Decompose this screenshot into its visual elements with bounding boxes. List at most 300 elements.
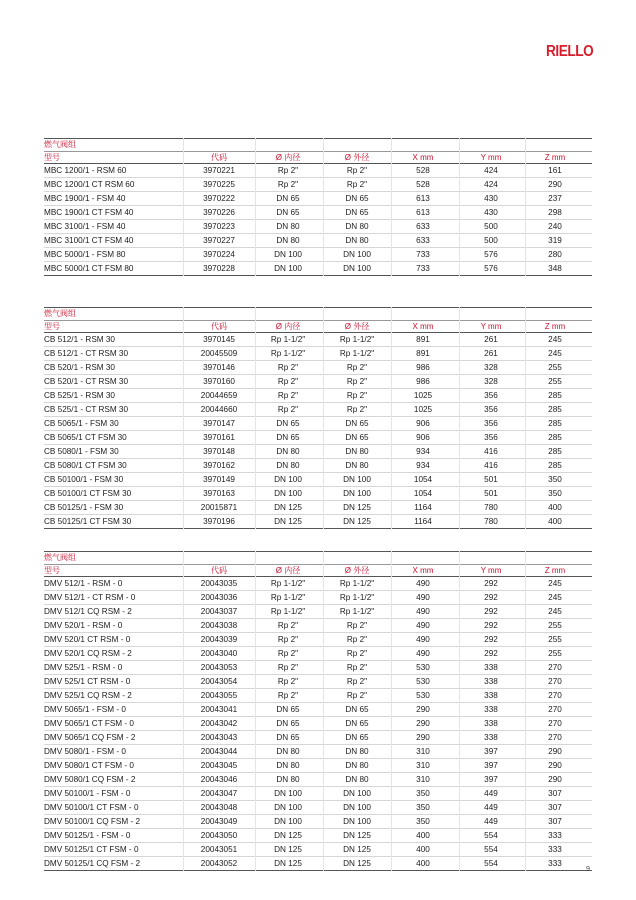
z-mm-column-header: Z mm [544,566,566,575]
inner-diameter-cell: DN 65 [276,419,300,428]
y-mm-cell: 449 [484,803,498,812]
x-mm-cell: 613 [416,194,430,203]
inner-diameter-cell: DN 80 [276,236,300,245]
outer-diameter-cell: Rp 2" [346,405,368,414]
model-cell: DMV 5065/1 - FSM - 0 [44,705,126,714]
z-mm-cell: 255 [548,621,562,630]
x-mm-column-header: X mm [412,153,434,162]
model-cell: DMV 50100/1 CQ FSM - 2 [44,817,141,826]
code-cell: 20043052 [200,859,238,868]
code-column-header: 代码 [211,566,227,575]
outer-diameter-cell: DN 125 [343,503,371,512]
table-row [44,473,592,487]
outer-diameter-cell: Rp 1-1/2" [339,607,375,616]
code-cell: 20043054 [200,677,238,686]
z-mm-cell: 350 [548,489,562,498]
model-cell: CB 520/1 - RSM 30 [44,363,115,372]
z-mm-cell: 290 [548,747,562,756]
outer-diameter-cell: DN 100 [343,817,371,826]
y-mm-cell: 338 [484,691,498,700]
x-mm-cell: 490 [416,593,430,602]
z-mm-cell: 270 [548,733,562,742]
y-mm-cell: 356 [484,405,498,414]
y-mm-cell: 416 [484,461,498,470]
outer-diameter-cell: Rp 2" [346,180,368,189]
code-cell: 20043045 [200,761,238,770]
inner-diameter-cell: DN 80 [276,222,300,231]
x-mm-cell: 310 [416,775,430,784]
y-mm-column-header: Y mm [480,322,502,331]
code-cell: 20043046 [200,775,238,784]
y-mm-cell: 328 [484,363,498,372]
code-column-header: 代码 [211,153,227,162]
x-mm-cell: 733 [416,250,430,259]
outer-diameter-cell: Rp 2" [346,166,368,175]
outer-diameter-column-header: Ø 外径 [344,153,370,162]
table-row [44,178,592,192]
model-cell: DMV 50125/1 - FSM - 0 [44,831,131,840]
z-mm-cell: 319 [548,236,562,245]
y-mm-cell: 292 [484,607,498,616]
z-mm-cell: 255 [548,635,562,644]
y-mm-cell: 338 [484,705,498,714]
x-mm-cell: 986 [416,377,430,386]
code-cell: 20043042 [200,719,238,728]
outer-diameter-cell: DN 65 [345,433,369,442]
gas-train-table-dmv [44,551,592,871]
outer-diameter-cell: DN 100 [343,250,371,259]
z-mm-cell: 245 [548,335,562,344]
z-mm-cell: 270 [548,677,562,686]
model-cell: MBC 3100/1 - FSM 40 [44,222,126,231]
z-mm-cell: 333 [548,831,562,840]
x-mm-cell: 350 [416,817,430,826]
z-mm-cell: 307 [548,789,562,798]
table-row [44,431,592,445]
model-cell: CB 50100/1 CT FSM 30 [44,489,132,498]
table-row [44,815,592,829]
inner-diameter-cell: DN 125 [274,517,302,526]
z-mm-cell: 307 [548,803,562,812]
table-row [44,220,592,234]
z-mm-cell: 400 [548,517,562,526]
code-cell: 3970148 [203,447,235,456]
x-mm-cell: 986 [416,363,430,372]
table-row [44,619,592,633]
z-mm-cell: 255 [548,363,562,372]
outer-diameter-cell: DN 80 [345,747,369,756]
code-cell: 3970163 [203,489,235,498]
y-mm-cell: 430 [484,194,498,203]
outer-diameter-cell: DN 100 [343,264,371,273]
table-row [44,577,592,591]
y-mm-cell: 501 [484,475,498,484]
table-row [44,192,592,206]
x-mm-cell: 891 [416,335,430,344]
table-row [44,829,592,843]
y-mm-cell: 500 [484,222,498,231]
z-mm-cell: 290 [548,775,562,784]
outer-diameter-cell: Rp 2" [346,635,368,644]
outer-diameter-cell: DN 125 [343,845,371,854]
x-mm-cell: 1164 [414,517,432,526]
inner-diameter-cell: Rp 2" [277,663,299,672]
outer-diameter-cell: DN 65 [345,419,369,428]
table-row [44,248,592,262]
code-cell: 20043055 [200,691,238,700]
table-row [44,689,592,703]
z-mm-cell: 290 [548,180,562,189]
z-mm-cell: 280 [548,250,562,259]
y-mm-cell: 292 [484,593,498,602]
x-mm-cell: 613 [416,208,430,217]
outer-diameter-cell: DN 80 [345,447,369,456]
code-cell: 20045509 [200,349,238,358]
y-mm-cell: 338 [484,719,498,728]
inner-diameter-cell: Rp 2" [277,677,299,686]
inner-diameter-cell: DN 80 [276,761,300,770]
x-mm-cell: 490 [416,635,430,644]
code-cell: 20043039 [200,635,238,644]
code-cell: 20043040 [200,649,238,658]
inner-diameter-cell: Rp 1-1/2" [270,579,306,588]
code-cell: 20043048 [200,803,238,812]
code-cell: 20044660 [200,405,238,414]
inner-diameter-cell: DN 125 [274,845,302,854]
model-cell: DMV 512/1 CQ RSM - 2 [44,607,132,616]
model-cell: DMV 512/1 - CT RSM - 0 [44,593,136,602]
x-mm-cell: 310 [416,747,430,756]
model-cell: DMV 5080/1 - FSM - 0 [44,747,126,756]
model-cell: DMV 525/1 - RSM - 0 [44,663,123,672]
table-row [44,843,592,857]
y-mm-cell: 338 [484,663,498,672]
x-mm-cell: 350 [416,789,430,798]
z-mm-cell: 237 [548,194,562,203]
outer-diameter-column-header: Ø 外径 [344,566,370,575]
code-cell: 3970227 [203,236,235,245]
model-cell: CB 50125/1 CT FSM 30 [44,517,132,526]
section-title: 燃气阀组 [44,309,76,318]
table-row [44,787,592,801]
code-cell: 3970149 [203,475,235,484]
y-mm-cell: 292 [484,649,498,658]
z-mm-cell: 245 [548,579,562,588]
y-mm-cell: 261 [484,349,498,358]
page-number: 9 [586,866,590,873]
y-mm-cell: 416 [484,447,498,456]
model-cell: DMV 520/1 CT RSM - 0 [44,635,131,644]
code-cell: 3970228 [203,264,235,273]
inner-diameter-cell: Rp 2" [277,363,299,372]
model-cell: CB 5065/1 CT FSM 30 [44,433,127,442]
outer-diameter-cell: DN 80 [345,761,369,770]
column-header-row [44,320,592,333]
table-row [44,661,592,675]
x-mm-cell: 906 [416,419,430,428]
z-mm-column-header: Z mm [544,322,566,331]
model-cell: DMV 5080/1 CT FSM - 0 [44,761,134,770]
inner-diameter-cell: DN 65 [276,208,300,217]
inner-diameter-cell: DN 80 [276,775,300,784]
z-mm-cell: 255 [548,649,562,658]
outer-diameter-cell: DN 65 [345,208,369,217]
code-cell: 20043053 [200,663,238,672]
z-mm-cell: 307 [548,817,562,826]
y-mm-cell: 576 [484,264,498,273]
outer-diameter-cell: DN 125 [343,859,371,868]
table-row [44,675,592,689]
outer-diameter-cell: DN 80 [345,236,369,245]
outer-diameter-cell: DN 100 [343,803,371,812]
table-row [44,759,592,773]
code-cell: 20015871 [200,503,238,512]
y-mm-cell: 338 [484,677,498,686]
inner-diameter-cell: Rp 2" [277,621,299,630]
code-cell: 3970223 [203,222,235,231]
inner-diameter-column-header: Ø 内径 [275,153,301,162]
model-cell: DMV 5065/1 CT FSM - 0 [44,719,134,728]
outer-diameter-cell: DN 65 [345,733,369,742]
z-mm-cell: 245 [548,349,562,358]
code-cell: 20043050 [200,831,238,840]
z-mm-cell: 285 [548,433,562,442]
x-mm-cell: 1025 [413,405,433,414]
y-mm-cell: 554 [484,831,498,840]
inner-diameter-cell: DN 125 [274,831,302,840]
x-mm-cell: 400 [416,845,430,854]
table-row [44,234,592,248]
z-mm-cell: 245 [548,593,562,602]
x-mm-cell: 528 [416,166,430,175]
section-title: 燃气阀组 [44,553,76,562]
z-mm-cell: 350 [548,475,562,484]
outer-diameter-cell: DN 100 [343,475,371,484]
code-cell: 20043044 [200,747,238,756]
table-row [44,591,592,605]
model-cell: CB 525/1 - CT RSM 30 [44,405,129,414]
model-cell: DMV 5080/1 CQ FSM - 2 [44,775,136,784]
y-mm-cell: 292 [484,635,498,644]
x-mm-cell: 490 [416,607,430,616]
inner-diameter-cell: DN 100 [274,817,302,826]
inner-diameter-cell: Rp 2" [277,391,299,400]
x-mm-cell: 528 [416,180,430,189]
x-mm-cell: 1025 [413,391,433,400]
y-mm-column-header: Y mm [480,153,502,162]
inner-diameter-cell: DN 65 [276,433,300,442]
y-mm-cell: 780 [484,503,498,512]
z-mm-cell: 270 [548,691,562,700]
model-column-header: 型号 [44,322,60,331]
y-mm-column-header: Y mm [480,566,502,575]
y-mm-cell: 554 [484,845,498,854]
inner-diameter-cell: Rp 1-1/2" [270,593,306,602]
y-mm-cell: 328 [484,377,498,386]
x-mm-cell: 633 [416,222,430,231]
code-cell: 3970226 [203,208,235,217]
section-title: 燃气阀组 [44,140,76,149]
z-mm-cell: 333 [548,845,562,854]
z-mm-cell: 290 [548,761,562,770]
model-cell: CB 512/1 - RSM 30 [44,335,115,344]
model-cell: DMV 525/1 CT RSM - 0 [44,677,131,686]
y-mm-cell: 430 [484,208,498,217]
x-mm-cell: 1164 [414,503,432,512]
inner-diameter-cell: DN 100 [274,489,302,498]
model-cell: DMV 525/1 CQ RSM - 2 [44,691,132,700]
model-cell: DMV 520/1 CQ RSM - 2 [44,649,132,658]
inner-diameter-cell: Rp 1-1/2" [270,607,306,616]
outer-diameter-cell: DN 80 [345,222,369,231]
model-cell: DMV 520/1 - RSM - 0 [44,621,123,630]
code-cell: 20043036 [200,593,238,602]
gas-train-table-mbc [44,138,592,276]
code-cell: 20043047 [200,789,238,798]
riello-logo: RIELLO [546,43,594,60]
x-mm-cell: 350 [416,803,430,812]
table-row [44,857,592,871]
code-cell: 20043035 [200,579,238,588]
x-mm-cell: 310 [416,761,430,770]
y-mm-cell: 397 [484,775,498,784]
y-mm-cell: 780 [484,517,498,526]
table-row [44,389,592,403]
z-mm-cell: 333 [548,859,562,868]
y-mm-cell: 554 [484,859,498,868]
outer-diameter-cell: Rp 2" [346,691,368,700]
inner-diameter-cell: DN 100 [274,789,302,798]
code-cell: 3970160 [203,377,235,386]
model-cell: MBC 3100/1 CT FSM 40 [44,236,134,245]
inner-diameter-cell: DN 100 [274,264,302,273]
code-cell: 3970196 [203,517,235,526]
outer-diameter-cell: Rp 2" [346,363,368,372]
table-row [44,745,592,759]
y-mm-cell: 449 [484,789,498,798]
outer-diameter-cell: Rp 2" [346,677,368,686]
model-cell: CB 512/1 - CT RSM 30 [44,349,129,358]
x-mm-cell: 400 [416,859,430,868]
x-mm-cell: 290 [416,733,430,742]
inner-diameter-cell: Rp 2" [277,635,299,644]
table-row [44,206,592,220]
code-cell: 3970161 [203,433,235,442]
table-row [44,633,592,647]
outer-diameter-cell: Rp 1-1/2" [339,335,375,344]
x-mm-cell: 490 [416,579,430,588]
table-row [44,801,592,815]
inner-diameter-cell: DN 65 [276,733,300,742]
z-mm-cell: 270 [548,663,562,672]
code-cell: 3970222 [203,194,235,203]
model-cell: MBC 1900/1 - FSM 40 [44,194,126,203]
x-mm-cell: 530 [416,691,430,700]
inner-diameter-cell: DN 65 [276,719,300,728]
inner-diameter-cell: DN 80 [276,747,300,756]
z-mm-cell: 161 [548,166,562,175]
model-cell: DMV 50100/1 - FSM - 0 [44,789,131,798]
gas-train-table-cb [44,307,592,529]
model-cell: DMV 512/1 - RSM - 0 [44,579,123,588]
section-header [44,138,592,151]
inner-diameter-cell: DN 100 [274,475,302,484]
section-header [44,307,592,320]
code-cell: 20043041 [200,705,238,714]
model-cell: MBC 5000/1 - FSM 80 [44,250,126,259]
inner-diameter-cell: Rp 2" [277,377,299,386]
code-cell: 3970145 [203,335,235,344]
inner-diameter-cell: DN 65 [276,705,300,714]
table-row [44,333,592,347]
x-mm-cell: 1054 [413,475,433,484]
x-mm-cell: 733 [416,264,430,273]
y-mm-cell: 338 [484,733,498,742]
model-cell: CB 525/1 - RSM 30 [44,391,115,400]
z-mm-cell: 348 [548,264,562,273]
outer-diameter-cell: DN 65 [345,705,369,714]
outer-diameter-cell: Rp 1-1/2" [339,593,375,602]
code-cell: 20043049 [200,817,238,826]
code-cell: 3970225 [203,180,235,189]
x-mm-cell: 400 [416,831,430,840]
outer-diameter-cell: Rp 2" [346,377,368,386]
y-mm-cell: 576 [484,250,498,259]
model-cell: MBC 1900/1 CT FSM 40 [44,208,134,217]
table-row [44,164,592,178]
inner-diameter-cell: Rp 1-1/2" [270,349,306,358]
x-mm-cell: 490 [416,621,430,630]
table-row [44,731,592,745]
x-mm-cell: 490 [416,649,430,658]
code-cell: 20043043 [200,733,238,742]
z-mm-cell: 285 [548,447,562,456]
x-mm-cell: 906 [416,433,430,442]
code-cell: 3970221 [203,166,235,175]
z-mm-cell: 285 [548,419,562,428]
table-row [44,403,592,417]
z-mm-cell: 285 [548,405,562,414]
x-mm-cell: 290 [416,705,430,714]
x-mm-cell: 1054 [413,489,433,498]
model-cell: CB 5065/1 - FSM 30 [44,419,119,428]
table-row [44,361,592,375]
outer-diameter-cell: Rp 2" [346,391,368,400]
outer-diameter-cell: Rp 2" [346,663,368,672]
outer-diameter-cell: DN 100 [343,489,371,498]
z-mm-cell: 245 [548,607,562,616]
model-cell: DMV 50100/1 CT FSM - 0 [44,803,139,812]
code-column-header: 代码 [211,322,227,331]
z-mm-cell: 240 [548,222,562,231]
table-row [44,262,592,276]
code-cell: 20043037 [200,607,238,616]
z-mm-cell: 400 [548,503,562,512]
y-mm-cell: 397 [484,747,498,756]
inner-diameter-cell: Rp 2" [277,649,299,658]
x-mm-column-header: X mm [412,566,434,575]
z-mm-cell: 270 [548,705,562,714]
column-header-row [44,151,592,164]
outer-diameter-cell: Rp 2" [346,649,368,658]
model-cell: CB 50100/1 - FSM 30 [44,475,124,484]
table-row [44,773,592,787]
table-row [44,417,592,431]
model-column-header: 型号 [44,566,60,575]
inner-diameter-cell: Rp 1-1/2" [270,335,306,344]
inner-diameter-cell: Rp 2" [277,691,299,700]
z-mm-cell: 285 [548,461,562,470]
